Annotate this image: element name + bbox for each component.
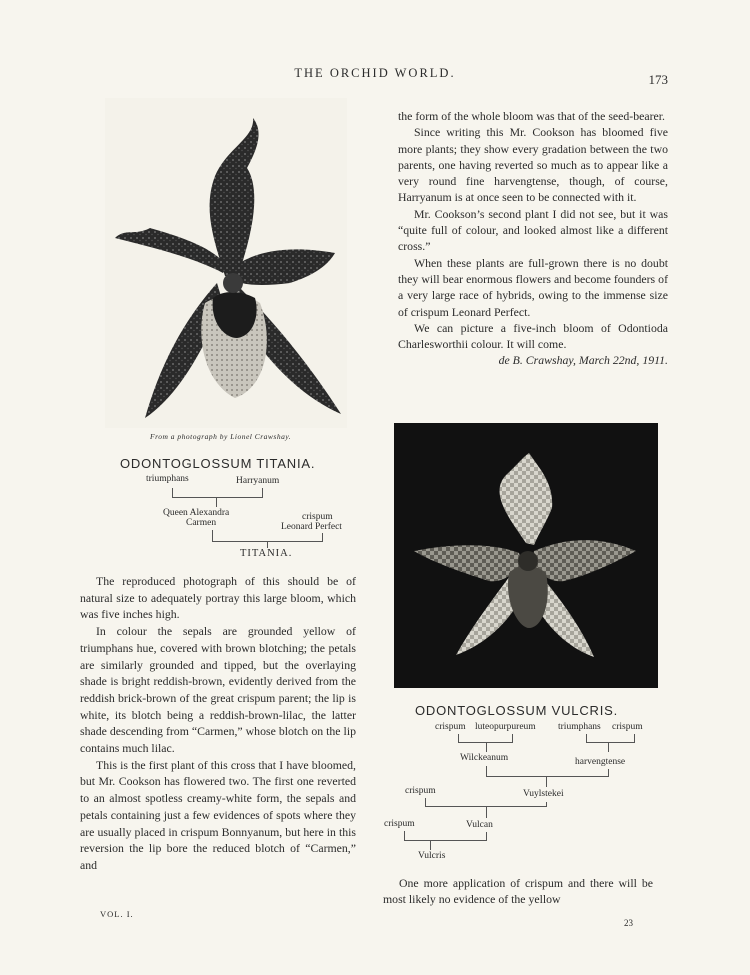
tree-harvengtense: harvengtense [575,757,626,767]
orchid-flower-image [394,423,658,688]
tree-queen-alexandra: Queen Alexandra [163,508,230,518]
tree-luteopurpureum: luteopurpureum [475,722,536,732]
tree-vulcan: Vulcan [466,820,493,830]
closing-text [383,875,653,908]
orchid-flower-image [105,98,347,428]
tree-triumphans: triumphans [146,474,189,484]
tree-crispum: crispum [612,722,643,732]
paragraph: When these plants are full-grown there is no doubt they will bear enormous flowers and become founders of a very large race of hybrids, owing to the immense size of crispum Leonard Perfect. [398,255,668,319]
tree-carmen: Carmen [186,518,217,528]
tree-wilckeanum: Wilckeanum [460,753,509,763]
author-signature: de B. Crawshay, March 22nd, 1911. [498,353,668,368]
page-number: 173 [648,72,668,87]
titania-caption: ODONTOGLOSSUM TITANIA. [120,456,316,471]
tree-crispum: crispum [435,722,466,732]
tree-crispum: crispum [384,819,415,829]
paragraph: Mr. Cookson’s second plant I did not see, but it was “quite full of colour, and looked almost like a different cross.” [398,206,668,254]
tree-crispum: crispum [302,512,333,522]
photo-credit: From a photograph by Lionel Crawshay. [150,432,292,441]
tree-vulcris: Vulcris [418,851,446,861]
volume-label: VOL. I. [100,909,134,919]
vulcris-caption: ODONTOGLOSSUM VULCRIS. [415,703,619,718]
tree-vuylstekei: Vuylstekei [523,789,564,799]
titania-photograph [105,98,347,428]
titania-description [80,573,356,874]
paragraph: The reproduced photograph of this should be of natural size to adequately portray this large bloom, which was five inches high. [80,574,356,622]
tree-harryanum: Harryanum [236,476,280,486]
paragraph: Since writing this Mr. Cookson has bloomed five more plants; they show every gradation between the two parents, one having reverted so much as to appear like a very round fine harvengtense, though, of course, Harryanum is at once seen to be connected with it. [398,125,668,205]
running-head: THE ORCHID WORLD. [294,66,456,80]
tree-leonard-perfect: Leonard Perfect [281,522,342,532]
tree-crispum: crispum [405,786,436,796]
right-column-text [398,108,668,369]
signature-mark: 23 [624,918,633,928]
tree-titania: TITANIA. [240,548,293,559]
paragraph: This is the first plant of this cross that I have bloomed, but Mr. Cookson has flowered two. The first one reverted to an almost spotless creamy-white form, the sepals and petals containing just a few evidences of spots where they are usually placed in crispum Bonnyanum, but here in this reversion the lip bore the reduced blotch of “Carmen,” and [80,757,356,872]
paragraph: One more application of crispum and there will be most likely no evidence of the yellow [383,876,653,907]
vulcris-photograph [394,423,658,688]
paragraph: In colour the sepals are grounded yellow of triumphans hue, covered with brown blotching; the petals are similarly grounded and tipped, but the overlaying shade is bright reddish-brown, evidently derived from the reddish brick-brown of the great crispum parent; the lip is white, its blotch being a reddish-brown-lilac, the latter shade descending from “Carmen,” whose blotch on the lip contains much lilac. [80,624,356,756]
paragraph: We can picture a five-inch bloom of Odontioda Charlesworthii colour. It will come. [398,320,668,352]
paragraph: the form of the whole bloom was that of the seed-bearer. [398,109,665,123]
tree-triumphans: triumphans [558,722,601,732]
